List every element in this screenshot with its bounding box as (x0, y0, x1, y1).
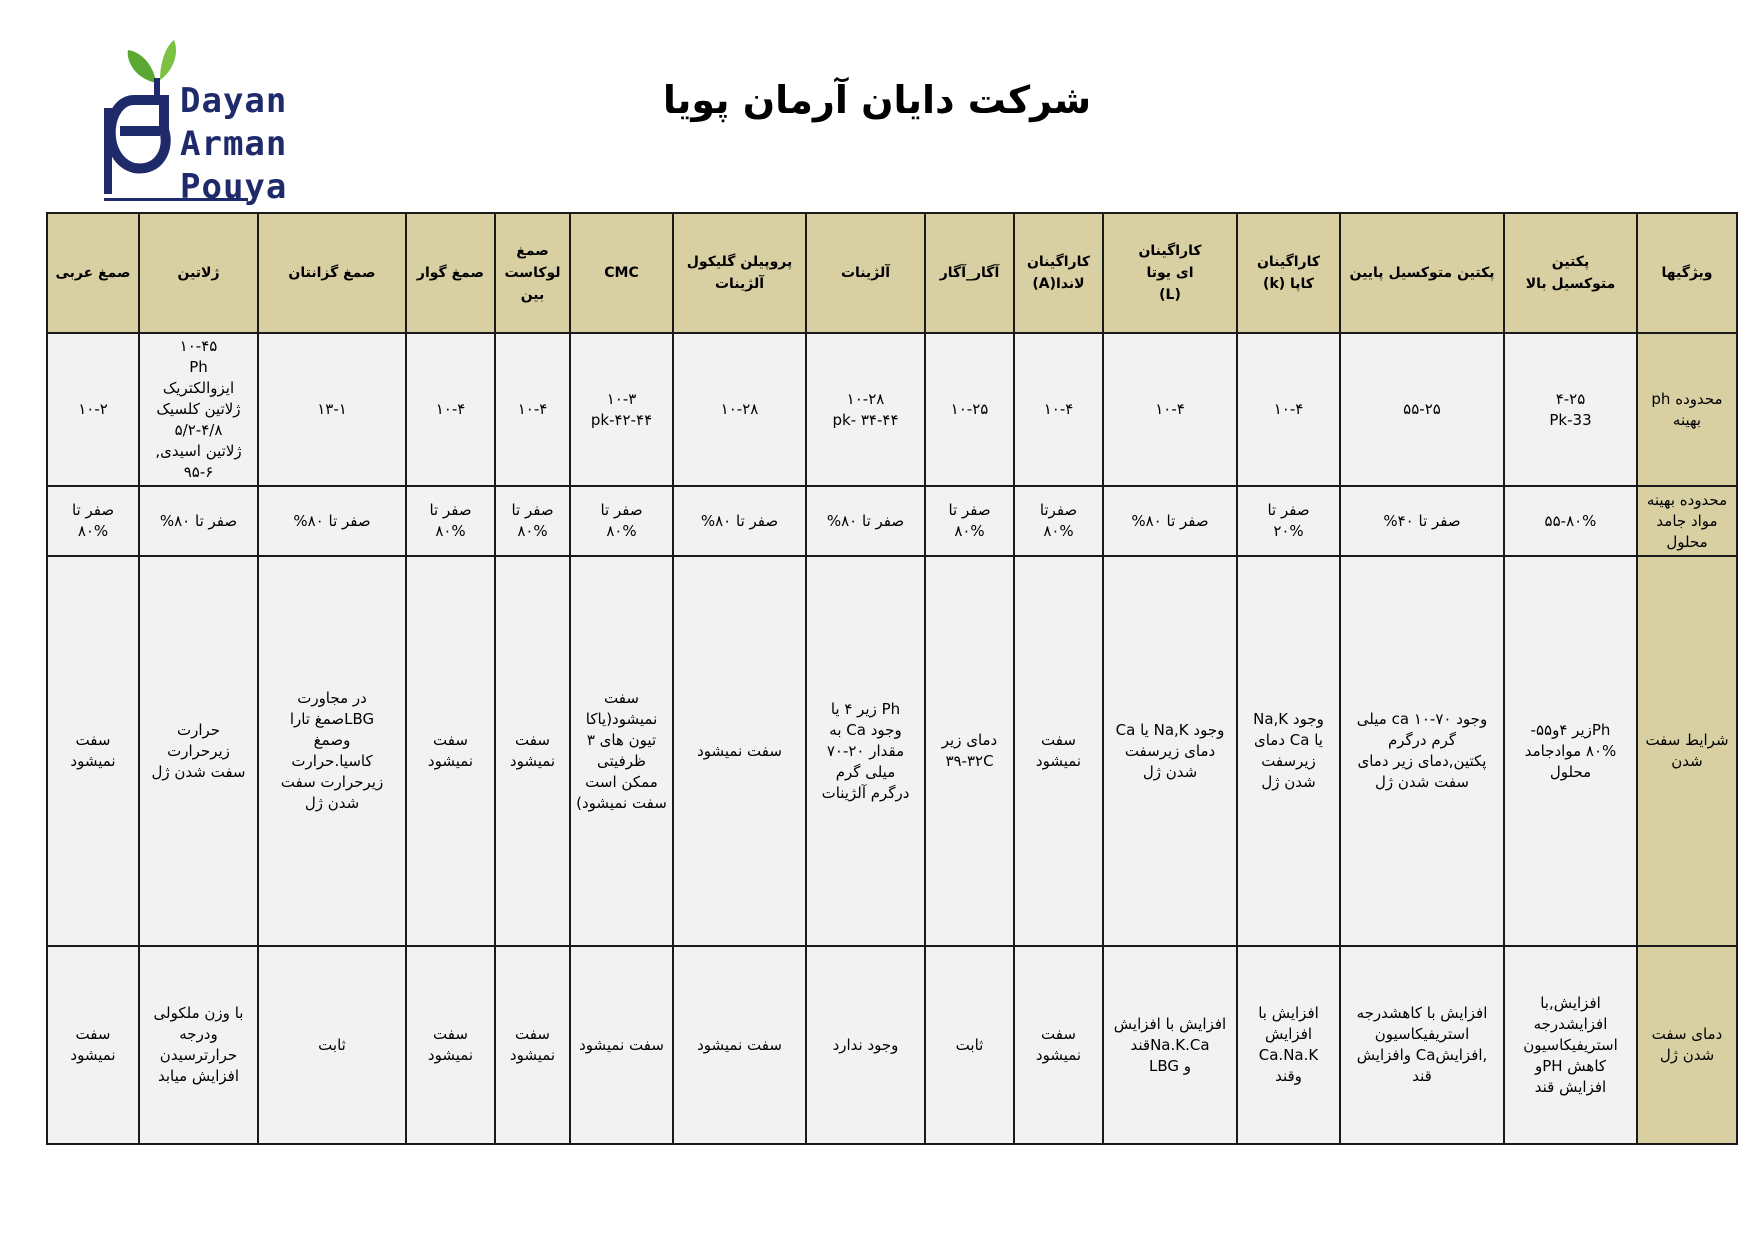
column-header (258, 213, 406, 333)
table-cell-text: وجود ندارد (832, 1035, 899, 1054)
table-cell-text: سفت نمیشود (697, 1035, 782, 1054)
column-header (139, 213, 258, 333)
table-cell-text: صفرتا ۸۰% (1039, 501, 1078, 540)
table-cell-text: حرارت زیرحرارت سفت شدن ژل (151, 720, 246, 781)
table-cell-text: ۱۰-۴ (1273, 400, 1304, 418)
table-cell-text: ۱۰-۲۵ (950, 400, 989, 418)
column-header (806, 213, 925, 333)
table-cell (1237, 333, 1340, 486)
column-header (47, 213, 139, 333)
table-cell-text: وجود Na,K یا Ca دمای زیرسفت شدن ژل (1115, 720, 1225, 781)
row-header-label: شرایط سفت شدن (1645, 731, 1729, 770)
table-row (47, 946, 1737, 1144)
table-cell (406, 333, 495, 486)
table-cell (495, 486, 570, 556)
table-cell (806, 333, 925, 486)
column-header-label: صمغ عربی (55, 265, 131, 281)
table-cell (1340, 333, 1504, 486)
table-cell (406, 946, 495, 1144)
table-cell (1014, 333, 1103, 486)
table-cell (1504, 486, 1637, 556)
table-cell (1237, 946, 1340, 1144)
logo-line-2: Arman (180, 124, 288, 164)
table-cell (925, 946, 1014, 1144)
table-cell (1103, 486, 1237, 556)
table-cell-text: سفت نمیشود (579, 1035, 664, 1054)
column-header-label: پکتین متوکسیل بالا (1525, 254, 1616, 292)
table-cell-text: ۴-۲۵ Pk-33 (1549, 389, 1592, 429)
table-row (47, 556, 1737, 946)
table-cell (139, 486, 258, 556)
table-cell-text: صفر تا ۸۰% (511, 501, 554, 540)
table-cell (139, 946, 258, 1144)
table-cell (806, 486, 925, 556)
page-title: شرکت دایان آرمان پویا (662, 78, 1092, 122)
table-cell-text: سفت نمیشود (1035, 731, 1082, 770)
row-header-label: دمای سفت شدن ژل (1651, 1025, 1723, 1064)
row-header (1637, 486, 1737, 556)
table-cell (1504, 333, 1637, 486)
table-cell-text: سفت نمیشود (70, 1025, 116, 1064)
column-header-label: صمغ لوکاست بین (504, 243, 561, 303)
column-header-label: ویژگیها (1661, 265, 1713, 281)
table-cell (1014, 486, 1103, 556)
table-cell (1504, 556, 1637, 946)
column-header (1103, 213, 1237, 333)
properties-table (46, 212, 1738, 1145)
column-header (1237, 213, 1340, 333)
table-cell-text: سفت نمیشود (70, 731, 116, 770)
table-cell-text: در مجاورت LBGصمغ تارا وصمغ کاسیا.حرارت زیرحرارت سفت شدن ژل (280, 689, 384, 812)
table-cell (495, 333, 570, 486)
table-cell (1014, 946, 1103, 1144)
table-cell (806, 946, 925, 1144)
table-cell (570, 946, 673, 1144)
table-cell (1340, 556, 1504, 946)
column-header (406, 213, 495, 333)
table-cell-text: صفر تا ۸۰% (700, 511, 779, 530)
table-row (47, 333, 1737, 486)
table-cell-text: با وزن ملکولی ودرجه حرارترسیدن افزایش میابد (153, 1004, 244, 1085)
table-cell (47, 556, 139, 946)
table-cell-text: وجود ca ۱۰-۷۰ میلی گرم درگرم پکتین,دمای زیر دمای سفت شدن ژل (1356, 710, 1488, 791)
table-cell-text: ۱۰-۴ (517, 400, 548, 418)
row-header (1637, 333, 1737, 486)
table-cell-text: ۱۰-۲ (78, 400, 108, 418)
table-cell-text: صفر تا ۴۰% (1383, 511, 1461, 530)
column-header (1340, 213, 1504, 333)
table-cell-text: وجود Na,K یا Ca دمای زیرسفت شدن ژل (1253, 710, 1324, 791)
table-cell-text: Phزیر ۴و۵۵- ۸۰% موادجامد محلول (1524, 720, 1617, 781)
column-header-label: پکتین متوکسیل پایین (1349, 265, 1495, 281)
table-cell (1237, 486, 1340, 556)
table-cell (806, 556, 925, 946)
column-header-label: پروپیلن گلیکول آلژینات (686, 254, 793, 292)
table-cell-text: صفر تا ۸۰% (159, 511, 238, 530)
table-cell (925, 333, 1014, 486)
table-cell (406, 556, 495, 946)
table-cell (1340, 486, 1504, 556)
table-cell-text: صفر تا ۸۰% (293, 511, 371, 530)
table-row (47, 486, 1737, 556)
table-cell (570, 556, 673, 946)
table-cell (495, 946, 570, 1144)
column-header-label: آگار_آگار (939, 265, 1000, 281)
table-cell-text: سفت نمیشود(یاکا تیون های ۳ ظرفیتی ممکن است سفت نمیشود) (576, 689, 667, 812)
table-cell-text: صفر تا ۸۰% (71, 501, 115, 540)
table-cell (673, 333, 806, 486)
column-header-label: صمغ گوار (416, 265, 485, 281)
table-cell (1340, 946, 1504, 1144)
table-cell-text: صفر تا ۸۰% (600, 501, 643, 540)
table-cell-text: ۱۰-۲۸ (720, 400, 759, 418)
table-cell-text: دمای زیر ۳۹-۳۲C (941, 731, 998, 770)
column-header (570, 213, 673, 333)
table-cell (570, 333, 673, 486)
column-header-label: صمغ گزانتان (288, 265, 376, 281)
table-cell (495, 556, 570, 946)
column-header (925, 213, 1014, 333)
row-header (1637, 556, 1737, 946)
table-cell (1103, 333, 1237, 486)
logo-line-1: Dayan (180, 81, 288, 121)
company-logo (104, 38, 294, 213)
row-header-label: محدوده بهینه مواد جامد محلول (1646, 490, 1728, 551)
table-cell (406, 486, 495, 556)
logo-line-3: Pouya (180, 167, 288, 207)
table-cell (1504, 946, 1637, 1144)
table-cell-text: صفر تا ۸۰% (826, 511, 905, 530)
column-header-label: ژلاتین (177, 265, 220, 281)
table-cell (570, 486, 673, 556)
column-header-label: کاراگینان ای یوتا (L) (1138, 243, 1202, 303)
table-cell (47, 333, 139, 486)
table-cell (258, 333, 406, 486)
table-cell (139, 333, 258, 486)
table-cell-text: صفر تا ۲۰% (1267, 501, 1310, 540)
column-header (495, 213, 570, 333)
table-cell-text: ۱۰-۴ (435, 400, 466, 418)
table-cell (925, 556, 1014, 946)
table-cell-text: ۱۰-۴ (1155, 400, 1185, 418)
table-cell (258, 486, 406, 556)
table-cell-text: افزایش با کاهشدرجه استریفیکاسیون ,افزایشCa وافزایش قند (1356, 1004, 1488, 1085)
table-cell (258, 556, 406, 946)
table-cell-text: ۱۰-۲۸ pk- ۳۴-۴۴ (832, 389, 899, 429)
column-header-label: کاراگینان لاندا(A) (1026, 254, 1091, 292)
table-cell-text: ۵۵-۸۰% (1544, 511, 1597, 530)
table-cell (1103, 946, 1237, 1144)
table-cell (1014, 556, 1103, 946)
table-cell-text: ثابت (318, 1035, 346, 1054)
table-cell (925, 486, 1014, 556)
table-cell-text: ۱۰-۳ pk-۴۲-۴۴ (590, 389, 653, 429)
header-row (47, 213, 1737, 333)
table-cell (47, 946, 139, 1144)
table-cell (673, 946, 806, 1144)
table-cell-text: افزایش با افزایش Ca.Na.K وقند (1258, 1004, 1319, 1085)
table-cell-text: ۵۵-۲۵ (1403, 400, 1441, 418)
table-cell (139, 556, 258, 946)
table-cell (1103, 556, 1237, 946)
table-cell (673, 556, 806, 946)
table-cell-text: صفر تا ۸۰% (948, 501, 991, 540)
column-header (1637, 213, 1737, 333)
column-header (673, 213, 806, 333)
table-cell-text: صفر تا ۸۰% (429, 501, 472, 540)
table-cell-text: ۱۳-۱ (317, 400, 347, 418)
row-header (1637, 946, 1737, 1144)
column-header-label: آلژینات (840, 265, 891, 281)
table-cell-text: سفت نمیشود (697, 741, 782, 760)
table-cell-text: ۱۰-۴ (1043, 400, 1074, 418)
table-cell-text: صفر تا ۸۰% (1131, 511, 1209, 530)
row-header-label: محدوده ph بهینه (1651, 389, 1723, 429)
table-cell-text: افزایش با افزایش Na.K.Caقند و LBG (1113, 1014, 1227, 1075)
column-header (1014, 213, 1103, 333)
table-cell (47, 486, 139, 556)
table-cell (673, 486, 806, 556)
table-cell-text: سفت نمیشود (427, 1025, 474, 1064)
table-cell (258, 946, 406, 1144)
table-cell-text: سفت نمیشود (427, 731, 474, 770)
table-body (47, 333, 1737, 1144)
table-cell-text: ۱۰-۴۵ Ph ایزوالکتریک ژلاتین کلسیک ۵/۲-۴/۸ ژلاتین اسیدی, ۹۵-۶ (155, 337, 242, 481)
table-cell-text: ثابت (955, 1035, 984, 1054)
table-cell-text: سفت نمیشود (509, 1025, 556, 1064)
column-header-label: کاراگینان کاپا (k) (1256, 254, 1321, 292)
table-cell-text: Ph زیر ۴ یا وجود Ca به مقدار ۲۰-۷۰ میلی گرم درگرم آلژینات (821, 699, 910, 802)
table-cell (1237, 556, 1340, 946)
table-cell-text: سفت نمیشود (509, 731, 556, 770)
column-header (1504, 213, 1637, 333)
column-header-label: CMC (604, 265, 639, 281)
table-cell-text: افزایش,با افزایشدرجه استریفیکاسیون کاهش PHو افزایش قند (1523, 993, 1618, 1096)
table-cell-text: سفت نمیشود (1035, 1025, 1082, 1064)
